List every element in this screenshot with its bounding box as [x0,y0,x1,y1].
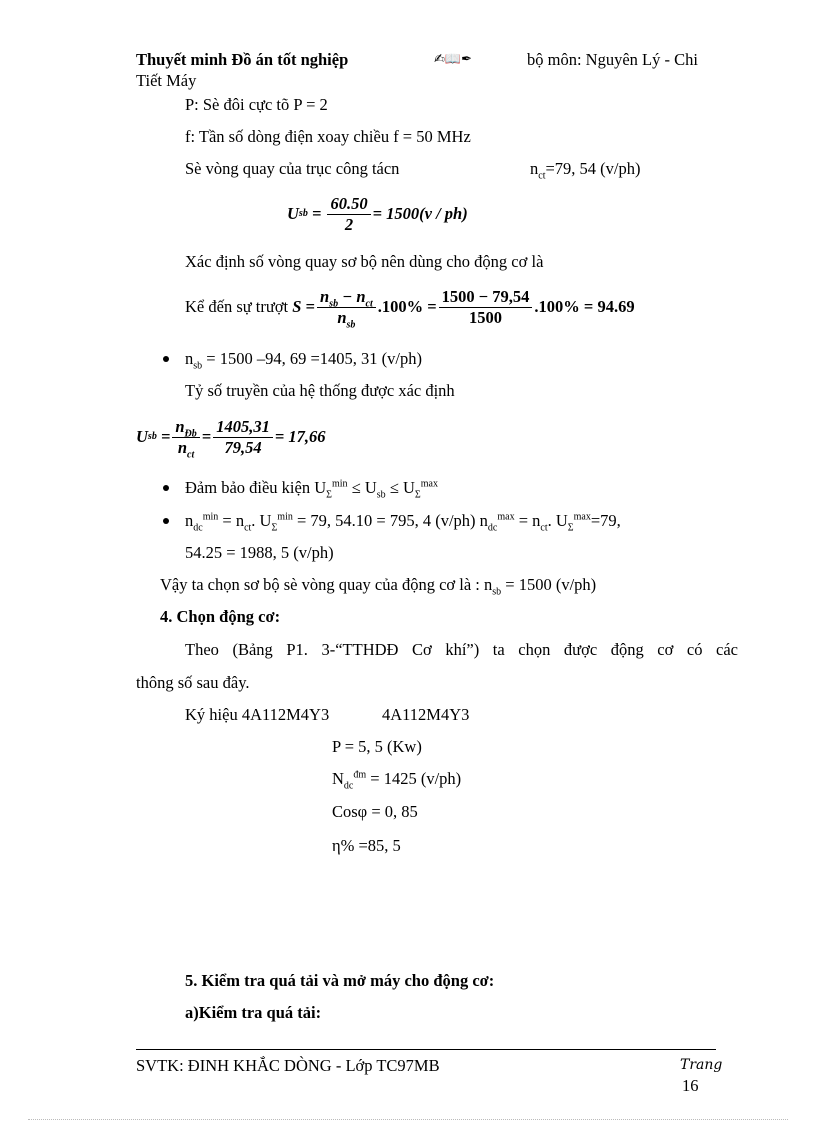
footer-divider [136,1049,716,1050]
equation-usb-1: U sb = $\frac{60.50}{2}$ = 1500(v / ph) [287,193,468,234]
header-continuation: Tiết Máy [136,71,197,90]
section-4-heading: 4. Chọn động cơ: [160,607,281,626]
pole-pairs-line: P: Sè đôi cực tõ P = 2 [185,95,328,114]
section-5a-heading: a)Kiểm tra quá tải: [185,1003,322,1022]
spec-efficiency: η% =85, 5 [332,836,401,855]
spec-cos-phi: Cosφ = 0, 85 [332,802,418,821]
footer-trang-label: Trang [680,1057,723,1073]
ndc-line-2: 54.25 = 1988, 5 (v/ph) [185,543,334,562]
theo-line-2: thông số sau đây. [136,673,250,692]
page-number: 16 [682,1076,699,1095]
theo-line-1: Theo (Bảng P1. 3-“TTHDĐ Cơ khí”) ta chọn được động cơ có các [185,640,738,659]
dam-bao-line: Đảm bảo điều kiện $U_\Sigma^{min} \le U_{sb} \le U_\Sigma^{max}$ [185,478,438,501]
ty-so-line: Tỷ số truyền của hệ thống được xác định [185,381,455,400]
ky-hieu-value: 4A112M4Y3 [382,705,470,724]
spec-power: P = 5, 5 (Kw) [332,737,422,756]
shaft-speed-value: $n_{ct}=79$, 54 (v/ph) [530,159,641,182]
xac-dinh-line: Xác định số vòng quay sơ bộ nên dùng cho động cơ là [185,252,544,271]
bullet-icon [163,518,169,524]
bullet-icon [163,485,169,491]
equation-slip: Kể đến sự trượt S = $\frac{n_{sb} - n_{ct}}{n_{sb}}$ .100% = $\frac{1500 - 79,54}{1500}$ .100% = 94.69 [185,286,635,330]
frequency-line: f: Tần số dòng điện xoay chiều f = 50 MHz [185,127,471,146]
header-title: Thuyết minh Đồ án tốt nghiệp [136,50,349,69]
ky-hieu-label: Ký hiệu 4A112M4Y3 [185,705,330,724]
section-5-heading: 5. Kiểm tra quá tải và mở máy cho động cơ: [185,971,495,990]
bullet-icon [163,356,169,362]
book-ornament-icon: ✍📖✒ [434,52,472,67]
ndc-line-1: $n_{dc}^{min} = n_{ct}$. $U_\Sigma^{min} = 79$, 54.10 = 795, 4 (v/ph) $n_{dc}^{max} = n_{ct}$. $U_\Sigma^{max}=79$, [185,511,621,534]
nsb-line: $n_{sb} = 1500$ –94, 69 =1405, 31 (v/ph) [185,349,422,372]
equation-usb-2: U sb = $\frac{n_{Đb}}{n_{ct}}$ = $\frac{1405,31}{79,54}$ = 17,66 [136,416,326,460]
page-edge-divider [28,1119,788,1120]
footer-author: SVTK: ĐINH KHẮC DÒNG - Lớp TC97MB [136,1056,440,1075]
vay-ta-line: Vậy ta chọn sơ bộ sè vòng quay của động cơ là : $n_{sb} = 1500$ (v/ph) [160,575,597,598]
shaft-speed-label: Sè vòng quay của trục công tácn [185,159,400,178]
header-department: bộ môn: Nguyên Lý - Chi [527,50,698,69]
spec-speed: $N_{dc}^{đm} = 1425$ (v/ph) [332,769,462,792]
